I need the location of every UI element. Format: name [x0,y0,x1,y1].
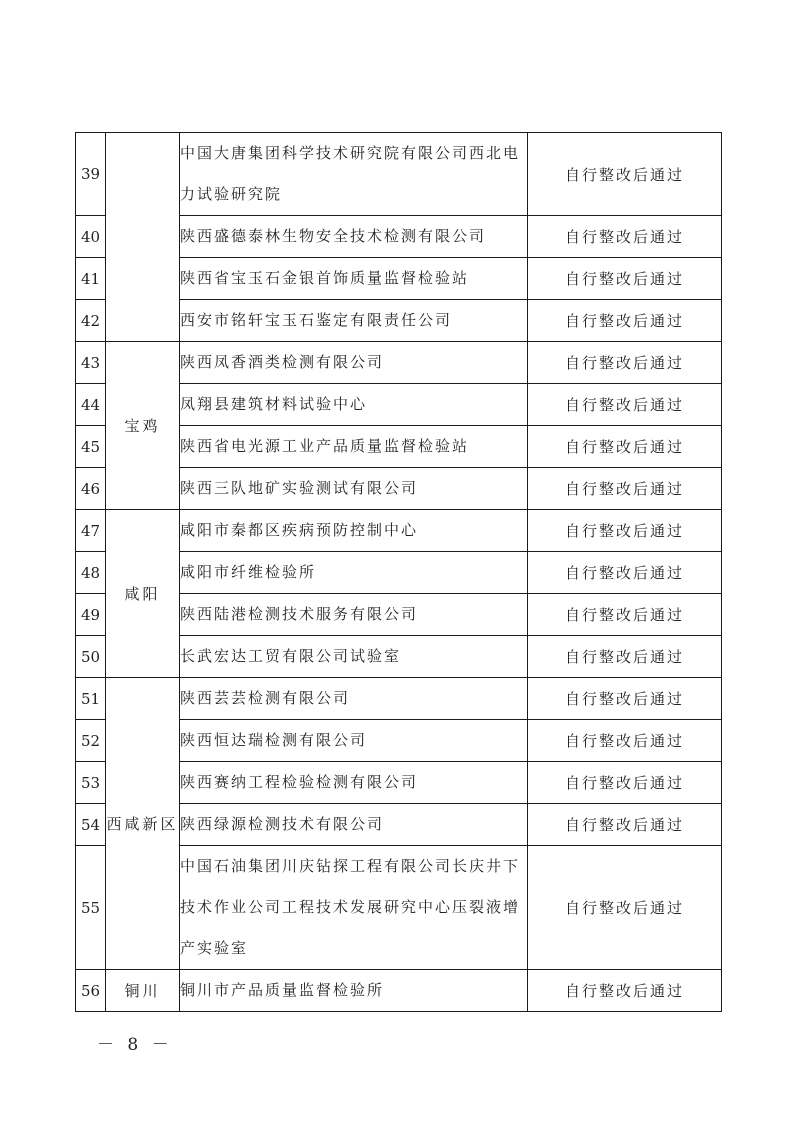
row-number: 45 [76,426,106,468]
result-status: 自行整改后通过 [528,216,722,258]
institution-name: 陕西绿源检测技术有限公司 [180,804,528,846]
row-number: 53 [76,762,106,804]
institution-name: 凤翔县建筑材料试验中心 [180,384,528,426]
result-status: 自行整改后通过 [528,300,722,342]
row-number: 42 [76,300,106,342]
institution-name: 陕西赛纳工程检验检测有限公司 [180,762,528,804]
institution-name: 铜川市产品质量监督检验所 [180,970,528,1012]
result-status: 自行整改后通过 [528,594,722,636]
row-number: 43 [76,342,106,384]
result-status: 自行整改后通过 [528,258,722,300]
result-status: 自行整改后通过 [528,426,722,468]
institution-name: 陕西省宝玉石金银首饰质量监督检验站 [180,258,528,300]
region-cell-tongchuan: 铜川 [106,970,180,1012]
row-number: 39 [76,133,106,216]
institution-name: 陕西凤香酒类检测有限公司 [180,342,528,384]
table-row [76,510,722,552]
row-number: 56 [76,970,106,1012]
result-status: 自行整改后通过 [528,762,722,804]
institution-name: 咸阳市纤维检验所 [180,552,528,594]
inspection-results-table [75,132,722,1012]
result-status: 自行整改后通过 [528,678,722,720]
row-number: 46 [76,468,106,510]
institution-name: 陕西恒达瑞检测有限公司 [180,720,528,762]
result-status: 自行整改后通过 [528,468,722,510]
result-status: 自行整改后通过 [528,720,722,762]
institution-name: 陕西省电光源工业产品质量监督检验站 [180,426,528,468]
result-status: 自行整改后通过 [528,342,722,384]
institution-name: 陕西芸芸检测有限公司 [180,678,528,720]
result-status: 自行整改后通过 [528,846,722,970]
page-number: － 8 － [97,1035,173,1055]
row-number: 48 [76,552,106,594]
region-cell-baoji: 宝鸡 [106,342,180,510]
row-number: 41 [76,258,106,300]
institution-name: 陕西陆港检测技术服务有限公司 [180,594,528,636]
row-number: 50 [76,636,106,678]
result-status: 自行整改后通过 [528,970,722,1012]
region-cell-xixian: 西咸新区 [106,678,180,970]
result-status: 自行整改后通过 [528,384,722,426]
region-cell-xian [106,133,180,342]
row-number: 51 [76,678,106,720]
table-row [76,678,722,720]
row-number: 52 [76,720,106,762]
row-number: 49 [76,594,106,636]
row-number: 54 [76,804,106,846]
institution-name: 长武宏达工贸有限公司试验室 [180,636,528,678]
result-status: 自行整改后通过 [528,552,722,594]
institution-name: 陕西盛德泰林生物安全技术检测有限公司 [180,216,528,258]
row-number: 47 [76,510,106,552]
result-status: 自行整改后通过 [528,804,722,846]
institution-name: 咸阳市秦都区疾病预防控制中心 [180,510,528,552]
row-number: 55 [76,846,106,970]
table-row [76,342,722,384]
table-row [76,970,722,1012]
institution-name: 中国大唐集团科学技术研究院有限公司西北电力试验研究院 [180,133,528,216]
region-cell-xianyang: 咸阳 [106,510,180,678]
result-status: 自行整改后通过 [528,636,722,678]
institution-name: 西安市铭轩宝玉石鉴定有限责任公司 [180,300,528,342]
table-row [76,133,722,216]
institution-name: 中国石油集团川庆钻探工程有限公司长庆井下技术作业公司工程技术发展研究中心压裂液增产实验室 [180,846,528,970]
result-status: 自行整改后通过 [528,510,722,552]
row-number: 40 [76,216,106,258]
institution-name: 陕西三队地矿实验测试有限公司 [180,468,528,510]
result-status: 自行整改后通过 [528,133,722,216]
row-number: 44 [76,384,106,426]
